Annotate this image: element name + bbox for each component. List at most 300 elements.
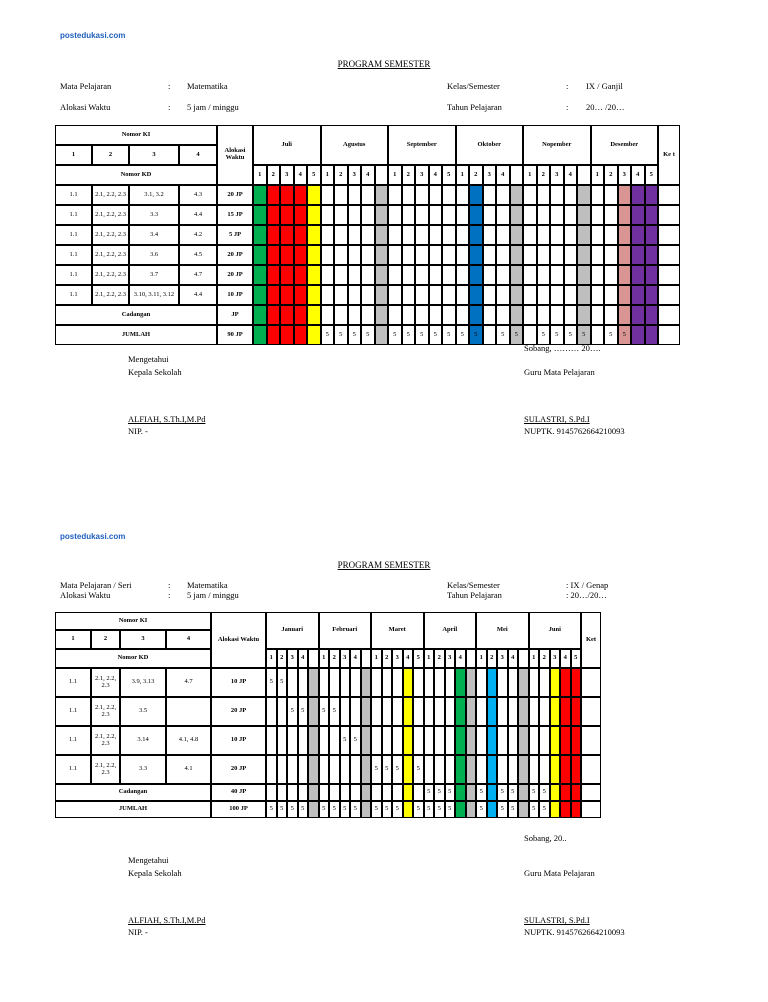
kepala-sekolah-nip: NIP. - xyxy=(128,426,148,436)
week-cell xyxy=(564,245,578,265)
alokasi-label: Alokasi Waktu xyxy=(60,102,111,112)
week-cell xyxy=(371,726,382,755)
week-cell xyxy=(591,325,605,345)
week-cell xyxy=(466,784,477,801)
kd-cell: 3.10, 3.11, 3.12 xyxy=(129,285,179,305)
week-cell xyxy=(415,245,429,265)
kd-cell: 2.1, 2.2, 2.3 xyxy=(91,726,120,755)
week-cell xyxy=(510,205,524,225)
week-cell xyxy=(287,755,298,784)
week-cell xyxy=(631,245,645,265)
week-cell xyxy=(334,245,348,265)
week-number: 1 xyxy=(321,165,335,185)
week-cell xyxy=(392,726,403,755)
week-cell xyxy=(496,225,510,245)
week-cell xyxy=(645,225,659,245)
week-number: 1 xyxy=(456,165,470,185)
week-cell xyxy=(429,205,443,225)
week-cell xyxy=(466,697,477,726)
week-cell xyxy=(348,305,362,325)
week-cell xyxy=(429,285,443,305)
week-cell xyxy=(371,697,382,726)
week-cell: 5 xyxy=(445,801,456,818)
week-cell xyxy=(266,784,277,801)
week-number xyxy=(510,165,524,185)
week-cell xyxy=(560,801,571,818)
week-cell: 5 xyxy=(392,755,403,784)
week-cell xyxy=(334,205,348,225)
week-number: 1 xyxy=(253,165,267,185)
week-cell xyxy=(476,755,487,784)
week-cell xyxy=(523,245,537,265)
week-cell xyxy=(455,726,466,755)
week-cell xyxy=(348,225,362,245)
week-cell xyxy=(298,755,309,784)
tahun-label: Tahun Pelajaran xyxy=(447,590,502,600)
kd-cell: 2.1, 2.2, 2.3 xyxy=(92,245,129,265)
cadangan-value: 40 JP xyxy=(211,784,266,801)
week-cell xyxy=(564,305,578,325)
week-cell: 5 xyxy=(382,755,393,784)
week-cell xyxy=(348,205,362,225)
ket-header: Ket xyxy=(581,612,601,668)
week-cell xyxy=(455,697,466,726)
week-cell xyxy=(483,225,497,245)
week-number: 4 xyxy=(455,649,466,668)
week-cell xyxy=(294,265,308,285)
ki-col-header: 3 xyxy=(129,145,179,165)
week-cell xyxy=(403,668,414,697)
week-number xyxy=(518,649,529,668)
week-cell xyxy=(560,755,571,784)
week-cell xyxy=(537,285,551,305)
week-cell xyxy=(604,225,618,245)
week-cell xyxy=(455,755,466,784)
week-cell xyxy=(469,185,483,205)
week-cell xyxy=(523,265,537,285)
week-cell xyxy=(456,265,470,285)
week-cell: 5 xyxy=(456,325,470,345)
week-cell xyxy=(537,225,551,245)
week-cell: 5 xyxy=(388,325,402,345)
guru-name: SULASTRI, S.Pd.I xyxy=(524,414,590,424)
week-cell xyxy=(277,697,288,726)
kd-cell: 3.14 xyxy=(120,726,166,755)
kd-cell: 2.1, 2.2, 2.3 xyxy=(91,668,120,697)
week-cell xyxy=(523,285,537,305)
week-cell xyxy=(550,205,564,225)
week-cell xyxy=(361,755,372,784)
week-cell xyxy=(550,265,564,285)
week-cell xyxy=(571,755,582,784)
week-cell xyxy=(308,755,319,784)
week-number: 4 xyxy=(496,165,510,185)
week-cell xyxy=(571,726,582,755)
ket-cell xyxy=(581,755,601,784)
week-number xyxy=(308,649,319,668)
guru-nuptk: NUPTK. 9145762664210093 xyxy=(524,426,625,436)
kd-cell: 4.1, 4.8 xyxy=(166,726,211,755)
week-cell xyxy=(456,205,470,225)
week-cell: 5 xyxy=(604,325,618,345)
ki-col-header: 1 xyxy=(55,145,92,165)
week-number: 5 xyxy=(413,649,424,668)
week-cell xyxy=(456,305,470,325)
kd-cell: 3.3 xyxy=(120,755,166,784)
week-cell xyxy=(456,285,470,305)
week-number: 4 xyxy=(294,165,308,185)
week-cell xyxy=(307,225,321,245)
week-cell xyxy=(287,726,298,755)
week-cell xyxy=(591,285,605,305)
week-cell: 5 xyxy=(329,697,340,726)
kelas-value: IX / Ganjil xyxy=(586,81,623,91)
week-cell xyxy=(483,325,497,345)
week-cell xyxy=(375,245,389,265)
week-cell xyxy=(402,305,416,325)
month-header: Desember xyxy=(591,125,659,165)
week-cell xyxy=(577,285,591,305)
week-cell: 5 xyxy=(334,325,348,345)
week-cell xyxy=(510,305,524,325)
week-cell xyxy=(550,305,564,325)
guru-label: Guru Mata Pelajaran xyxy=(524,367,595,377)
week-cell xyxy=(294,285,308,305)
month-header: Oktober xyxy=(456,125,524,165)
week-cell xyxy=(571,697,582,726)
week-cell xyxy=(604,205,618,225)
kepala-sekolah-nip: NIP. - xyxy=(128,927,148,937)
week-cell xyxy=(334,185,348,205)
week-cell: 5 xyxy=(434,784,445,801)
week-cell xyxy=(429,185,443,205)
week-cell xyxy=(334,225,348,245)
week-cell xyxy=(523,225,537,245)
week-cell: 5 xyxy=(298,697,309,726)
week-number: 3 xyxy=(415,165,429,185)
week-cell xyxy=(508,726,519,755)
ki-col-header: 4 xyxy=(179,145,217,165)
week-cell xyxy=(483,245,497,265)
ket-cell xyxy=(581,784,601,801)
kd-cell: 1.1 xyxy=(55,726,91,755)
week-cell xyxy=(550,801,561,818)
ki-col-header: 3 xyxy=(120,630,166,649)
ket-cell xyxy=(581,668,601,697)
week-cell xyxy=(294,305,308,325)
week-cell: 5 xyxy=(442,325,456,345)
week-number: 4 xyxy=(350,649,361,668)
week-cell xyxy=(564,225,578,245)
week-cell xyxy=(560,726,571,755)
kd-cell: 2.1, 2.2, 2.3 xyxy=(91,697,120,726)
week-cell: 5 xyxy=(508,801,519,818)
week-cell xyxy=(415,225,429,245)
week-cell xyxy=(523,185,537,205)
kelas-label: Kelas/Semester xyxy=(447,580,500,590)
week-number: 4 xyxy=(560,649,571,668)
week-cell xyxy=(267,225,281,245)
week-cell xyxy=(375,265,389,285)
week-cell xyxy=(591,205,605,225)
week-cell xyxy=(445,697,456,726)
week-cell xyxy=(280,205,294,225)
week-cell xyxy=(321,265,335,285)
week-cell xyxy=(413,668,424,697)
week-cell xyxy=(321,305,335,325)
kd-cell: 2.1, 2.2, 2.3 xyxy=(92,265,129,285)
week-cell xyxy=(340,697,351,726)
week-cell: 5 xyxy=(361,325,375,345)
week-cell xyxy=(388,225,402,245)
week-cell xyxy=(645,205,659,225)
kd-cell: 3.9, 3.13 xyxy=(120,668,166,697)
tahun-value: 20… /20… xyxy=(586,102,625,112)
alokasi-cell: 20 JP xyxy=(217,185,253,205)
month-header: Nopember xyxy=(523,125,591,165)
kd-cell: 4.1 xyxy=(166,755,211,784)
week-cell xyxy=(456,245,470,265)
week-cell xyxy=(518,726,529,755)
week-cell xyxy=(434,697,445,726)
ki-col-header: 2 xyxy=(92,145,129,165)
week-cell xyxy=(280,185,294,205)
week-cell xyxy=(497,726,508,755)
week-cell xyxy=(361,668,372,697)
week-cell xyxy=(442,205,456,225)
week-cell xyxy=(277,755,288,784)
week-cell xyxy=(496,205,510,225)
week-cell xyxy=(267,285,281,305)
colon: : xyxy=(566,102,569,112)
alokasi-cell: 10 JP xyxy=(217,285,253,305)
week-cell xyxy=(334,265,348,285)
week-cell xyxy=(403,755,414,784)
page-title: PROGRAM SEMESTER xyxy=(337,560,431,570)
week-number: 1 xyxy=(424,649,435,668)
week-cell xyxy=(402,245,416,265)
week-number: 5 xyxy=(442,165,456,185)
week-cell xyxy=(308,784,319,801)
alokasi-cell: 15 JP xyxy=(217,205,253,225)
kd-cell: 2.1, 2.2, 2.3 xyxy=(92,225,129,245)
week-cell xyxy=(476,668,487,697)
week-cell xyxy=(403,801,414,818)
week-cell xyxy=(591,225,605,245)
kd-cell: 3.3 xyxy=(129,205,179,225)
kd-cell: 1.1 xyxy=(55,185,92,205)
week-cell xyxy=(361,305,375,325)
week-number: 2 xyxy=(487,649,498,668)
week-cell xyxy=(497,697,508,726)
week-cell xyxy=(539,755,550,784)
week-cell xyxy=(280,305,294,325)
week-number: 1 xyxy=(591,165,605,185)
kd-cell: 3.4 xyxy=(129,225,179,245)
week-cell xyxy=(550,755,561,784)
week-cell xyxy=(456,225,470,245)
week-cell xyxy=(466,668,477,697)
week-cell: 5 xyxy=(329,801,340,818)
kd-cell: 1.1 xyxy=(55,755,91,784)
week-cell xyxy=(319,726,330,755)
month-header: Februari xyxy=(319,612,372,649)
week-cell xyxy=(434,755,445,784)
week-cell xyxy=(280,285,294,305)
week-cell xyxy=(577,305,591,325)
kd-cell: 2.1, 2.2, 2.3 xyxy=(92,205,129,225)
week-cell xyxy=(413,784,424,801)
week-cell xyxy=(267,265,281,285)
week-cell xyxy=(434,726,445,755)
week-cell xyxy=(375,225,389,245)
week-number: 2 xyxy=(539,649,550,668)
week-cell xyxy=(350,784,361,801)
tahun-value: : 20…/20… xyxy=(566,590,607,600)
week-cell xyxy=(307,285,321,305)
week-cell xyxy=(510,185,524,205)
week-cell xyxy=(415,205,429,225)
week-cell xyxy=(510,245,524,265)
week-cell xyxy=(388,245,402,265)
week-number: 1 xyxy=(266,649,277,668)
week-cell xyxy=(434,668,445,697)
month-header: Juli xyxy=(253,125,321,165)
week-cell xyxy=(483,305,497,325)
week-cell xyxy=(571,784,582,801)
week-cell xyxy=(415,305,429,325)
week-cell xyxy=(618,185,632,205)
week-number: 4 xyxy=(564,165,578,185)
week-cell xyxy=(466,726,477,755)
week-cell xyxy=(361,245,375,265)
alokasi-value: 5 jam / minggu xyxy=(187,590,239,600)
ki-header: Nomor KI xyxy=(55,612,211,630)
week-cell: 5 xyxy=(371,801,382,818)
week-cell xyxy=(483,205,497,225)
week-cell xyxy=(539,726,550,755)
week-cell xyxy=(564,185,578,205)
week-cell xyxy=(496,245,510,265)
week-cell xyxy=(253,285,267,305)
week-number: 4 xyxy=(298,649,309,668)
week-cell xyxy=(442,305,456,325)
kd-header: Nomor KD xyxy=(55,165,217,185)
week-number: 2 xyxy=(469,165,483,185)
month-header: Agustus xyxy=(321,125,389,165)
week-cell: 5 xyxy=(340,726,351,755)
week-cell xyxy=(382,668,393,697)
week-cell xyxy=(382,726,393,755)
week-cell xyxy=(560,697,571,726)
week-cell: 5 xyxy=(537,325,551,345)
week-cell xyxy=(442,185,456,205)
week-cell xyxy=(618,265,632,285)
week-cell xyxy=(523,325,537,345)
week-cell xyxy=(403,697,414,726)
week-cell xyxy=(266,726,277,755)
week-cell xyxy=(308,801,319,818)
week-cell xyxy=(496,185,510,205)
week-cell xyxy=(631,225,645,245)
week-cell xyxy=(645,265,659,285)
week-cell xyxy=(631,285,645,305)
week-cell: 5 xyxy=(287,801,298,818)
week-cell: 5 xyxy=(287,697,298,726)
week-number: 1 xyxy=(523,165,537,185)
mapel-value: Matematika xyxy=(187,81,228,91)
kd-cell: 4.7 xyxy=(166,668,211,697)
week-cell: 5 xyxy=(392,801,403,818)
week-cell xyxy=(424,668,435,697)
week-cell xyxy=(267,325,281,345)
week-number: 4 xyxy=(631,165,645,185)
week-cell xyxy=(415,185,429,205)
week-cell xyxy=(413,726,424,755)
week-cell xyxy=(508,755,519,784)
week-cell xyxy=(483,285,497,305)
week-cell xyxy=(631,205,645,225)
week-cell xyxy=(329,755,340,784)
week-number: 1 xyxy=(529,649,540,668)
week-cell xyxy=(591,265,605,285)
week-cell xyxy=(604,285,618,305)
kd-cell: 4.7 xyxy=(179,265,217,285)
week-cell xyxy=(469,225,483,245)
kd-cell: 2.1, 2.2, 2.3 xyxy=(91,755,120,784)
alokasi-header: Alokasi Waktu xyxy=(211,612,266,668)
week-cell xyxy=(415,285,429,305)
week-cell xyxy=(496,265,510,285)
week-cell xyxy=(487,726,498,755)
week-cell xyxy=(287,668,298,697)
week-cell: 5 xyxy=(350,801,361,818)
week-cell: 5 xyxy=(277,668,288,697)
week-cell xyxy=(476,697,487,726)
week-number: 1 xyxy=(371,649,382,668)
week-cell xyxy=(375,185,389,205)
week-number: 2 xyxy=(329,649,340,668)
week-cell xyxy=(308,726,319,755)
week-cell xyxy=(266,697,277,726)
kd-cell: 4.4 xyxy=(179,205,217,225)
week-cell xyxy=(487,755,498,784)
week-cell: 5 xyxy=(618,325,632,345)
week-cell: 5 xyxy=(434,801,445,818)
week-cell xyxy=(388,305,402,325)
week-cell xyxy=(402,285,416,305)
kd-cell: 3.5 xyxy=(120,697,166,726)
week-cell xyxy=(560,784,571,801)
week-cell xyxy=(382,784,393,801)
week-cell xyxy=(361,726,372,755)
week-cell: 5 xyxy=(429,325,443,345)
week-cell xyxy=(334,285,348,305)
week-cell xyxy=(340,755,351,784)
colon: : xyxy=(168,580,171,590)
week-cell xyxy=(348,245,362,265)
week-cell xyxy=(591,185,605,205)
kd-cell: 2.1, 2.2, 2.3 xyxy=(92,185,129,205)
week-cell xyxy=(518,755,529,784)
ket-cell xyxy=(581,726,601,755)
week-cell xyxy=(319,668,330,697)
week-cell xyxy=(577,265,591,285)
week-cell xyxy=(266,755,277,784)
week-number: 2 xyxy=(537,165,551,185)
week-cell xyxy=(529,755,540,784)
kd-cell: 1.1 xyxy=(55,205,92,225)
